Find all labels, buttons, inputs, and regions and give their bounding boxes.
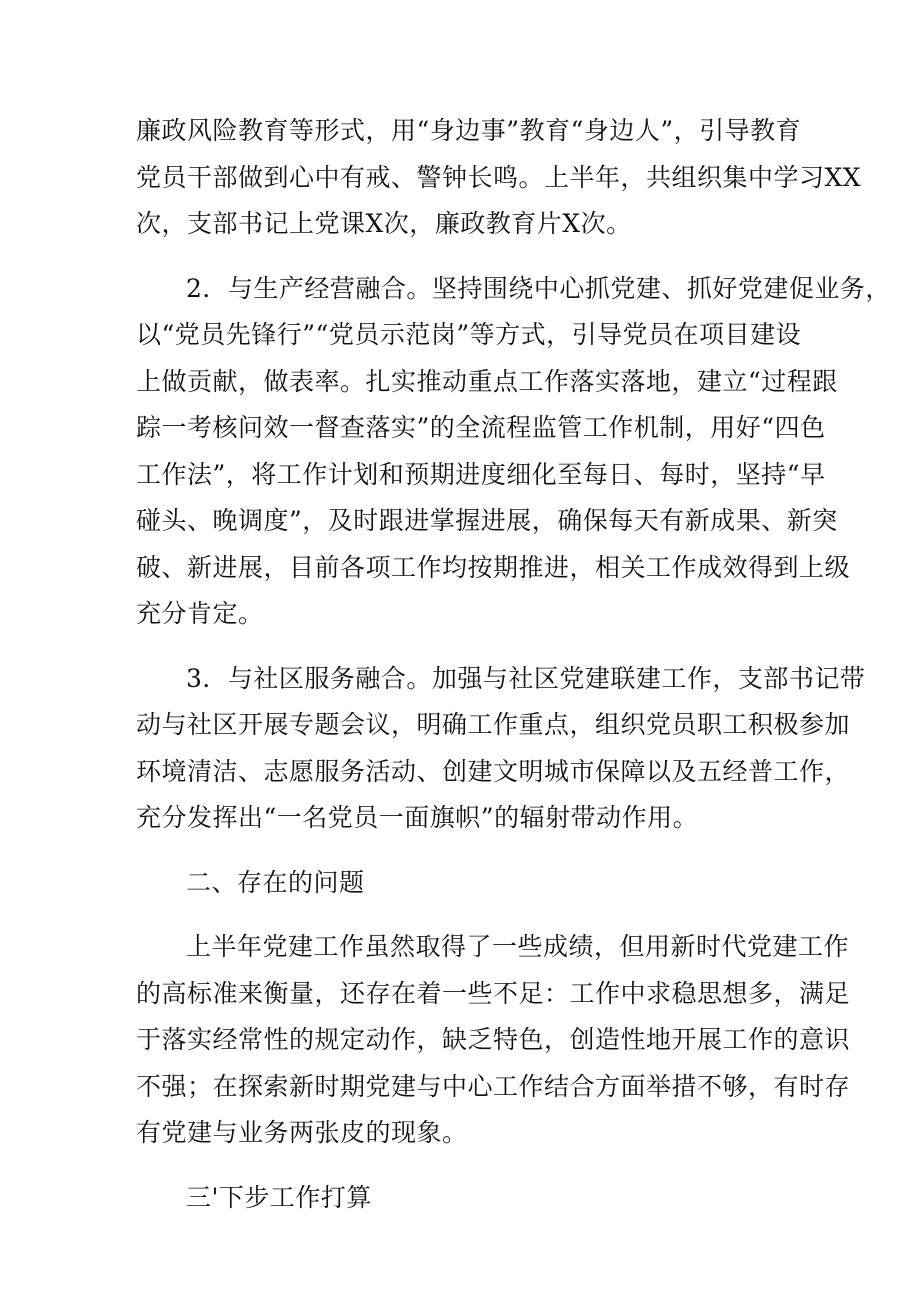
paragraph-production-integration	[136, 266, 891, 638]
text-line: 工作法”，将工作计划和预期进度细化至每日、每时，坚持“早	[136, 459, 826, 489]
text-line: 廉政风险教育等形式，用“身边事”教育“身边人”，引导教育	[136, 116, 802, 145]
text-line: 以“党员先锋行”“党员示范岗”等方式，引导党员在项目建设	[136, 320, 802, 349]
paragraph-integrity-education	[136, 108, 862, 248]
section-heading: 二、存在的问题	[186, 867, 365, 897]
text-line: 动与社区开展专题会议，明确工作重点，组织党员职工积极参加	[136, 710, 851, 739]
paragraph-spacer	[136, 1157, 796, 1175]
text-line: 不强；在探索新时期党建与中心工作结合方面举措不够，有时存	[136, 1071, 851, 1101]
section-heading-next-steps	[136, 1175, 796, 1222]
text-line: 充分发挥出“一名党员一面旗帜”的辐射带动作用。	[136, 803, 699, 832]
paragraph-problems	[136, 924, 851, 1157]
text-line: 充分肯定。	[136, 599, 264, 628]
section-heading-problems	[136, 860, 796, 907]
text-line: 上做贡献，做表率。扎实推动重点工作落实落地，建立“过程跟	[136, 366, 838, 396]
document-body	[136, 108, 891, 1221]
text-line: 碰头、晚调度”，及时跟进掌握进展，确保每天有新成果、新突	[136, 506, 838, 535]
text-line: 党员干部做到心中有戒、警钟长鸣。上半年，共组织集中学习XX	[136, 162, 862, 192]
section-heading: 三'下步工作打算	[186, 1182, 372, 1212]
paragraph-spacer	[136, 906, 796, 924]
text-line: 破、新进展，目前各项工作均按期推进，相关工作成效得到上级	[136, 552, 851, 582]
text-line: 2．与生产经营融合。坚持围绕中心抓党建、抓好党建促业务，	[186, 273, 891, 303]
text-line: 的高标准来衡量，还存在着一些不足：工作中求稳思想多，满足	[136, 978, 851, 1008]
paragraph-spacer	[136, 638, 796, 656]
text-line: 踪一考核问效一督查落实”的全流程监管工作机制，用好“四色	[136, 413, 826, 442]
paragraph-community-integration	[136, 656, 866, 842]
text-line: 上半年党建工作虽然取得了一些成绩，但用新时代党建工作	[186, 932, 850, 961]
text-line: 3．与社区服务融合。加强与社区党建联建工作，支部书记带	[186, 663, 866, 693]
paragraph-spacer	[136, 842, 796, 860]
text-line: 次，支部书记上党课X次，廉政教育片X次。	[136, 209, 632, 238]
paragraph-spacer	[136, 248, 796, 266]
text-line: 环境清洁、志愿服务活动、创建文明城市保障以及五经普工作，	[136, 756, 851, 786]
text-line: 于落实经常性的规定动作，缺乏特色，创造性地开展工作的意识	[136, 1025, 851, 1054]
text-line: 有党建与业务两张皮的现象。	[136, 1118, 468, 1147]
